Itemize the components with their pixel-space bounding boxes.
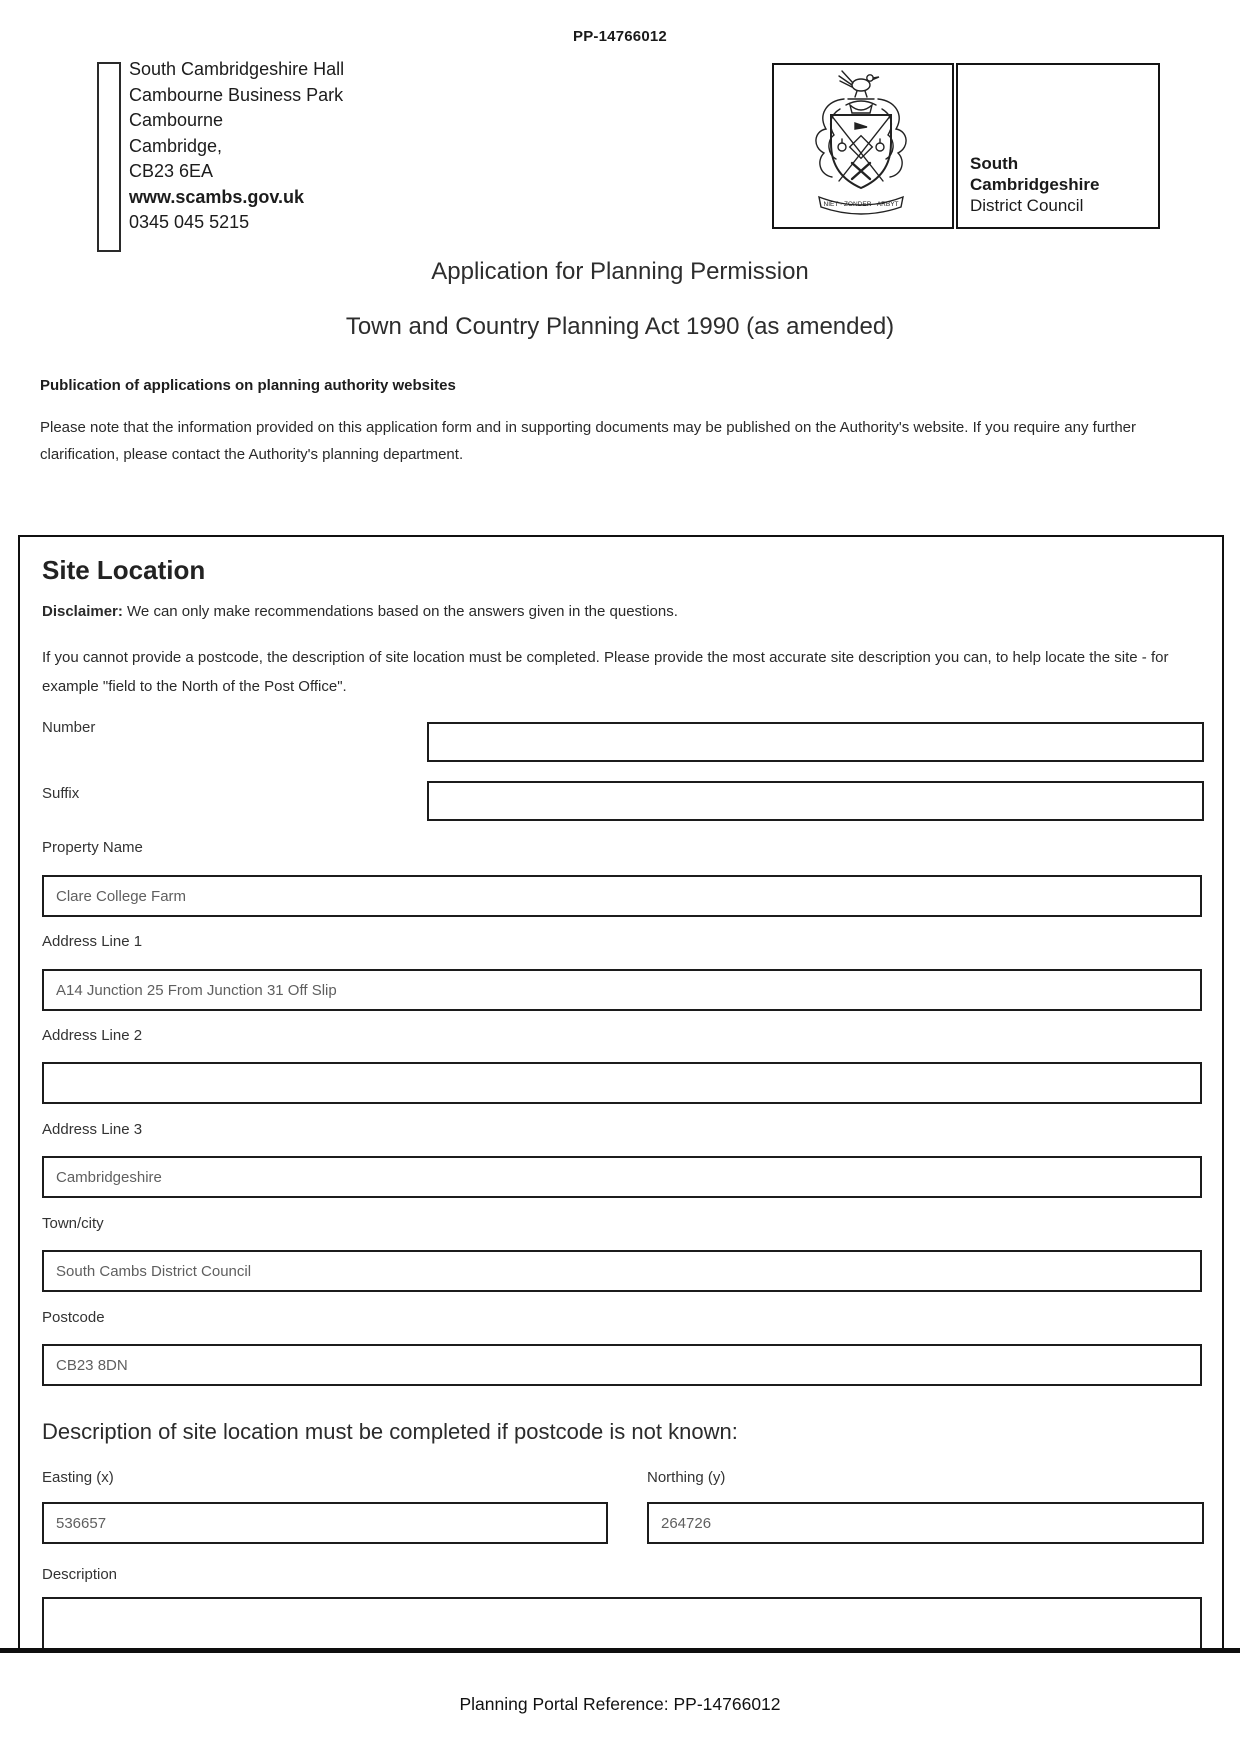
address-line: South Cambridgeshire Hall <box>129 59 345 79</box>
description-label: Description <box>42 1566 118 1583</box>
suffix-input[interactable] <box>427 781 1204 821</box>
property-name-label: Property Name <box>42 839 143 856</box>
address-line-1-input[interactable] <box>42 969 1202 1011</box>
disclaimer-label: Disclaimer: <box>42 603 123 620</box>
address-line-2-input[interactable] <box>42 1062 1202 1104</box>
council-name-line: District Council <box>970 196 1084 215</box>
property-name-input[interactable] <box>42 875 1202 917</box>
council-phone-number: 0345 045 5215 <box>129 212 250 232</box>
easting-input[interactable] <box>42 1502 608 1544</box>
document-reference: PP-14766012 <box>573 28 667 45</box>
publication-body: Please note that the information provided on this application form and in supporting documents may be published on the Authority's website. If you require any further clarification, please contact the Authority's planning department. <box>40 419 1137 463</box>
page-divider <box>0 1648 1240 1653</box>
postcode-input[interactable] <box>42 1344 1202 1386</box>
address-line-3-label: Address Line 3 <box>42 1121 143 1138</box>
document-subtitle: Town and Country Planning Act 1990 (as amended) <box>345 313 895 340</box>
letterhead-margin-rect <box>97 62 121 252</box>
address-line-3-input[interactable] <box>42 1156 1202 1198</box>
publication-heading: Publication of applications on planning authority websites <box>40 377 456 394</box>
council-motto: NIET · ZONDER · ARBYT <box>823 201 899 208</box>
council-name-logo <box>956 63 1160 229</box>
disclaimer-body: We can only make recommendations based on the answers given in the questions. <box>122 603 678 620</box>
description-section-heading: Description of site location must be completed if postcode is not known: <box>42 1419 738 1444</box>
address-line: Cambourne Business Park <box>129 84 344 105</box>
coat-of-arms-icon <box>774 65 948 223</box>
site-location-section <box>18 535 1224 1652</box>
address-line-1-label: Address Line 1 <box>42 933 143 950</box>
document-title: Application for Planning Permission <box>431 258 809 285</box>
number-input[interactable] <box>427 722 1204 762</box>
site-location-instructions: If you cannot provide a postcode, the description of site location must be completed. Please provide the most accurate site description you can, to help locate the site - for example "field to the North of the Post Office". <box>42 649 1169 695</box>
footer-reference: Planning Portal Reference: PP-14766012 <box>459 1694 781 1714</box>
town-city-input[interactable] <box>42 1250 1202 1292</box>
address-line: Cambridge, <box>129 135 223 156</box>
council-name-line: South <box>970 154 1019 173</box>
northing-input[interactable] <box>647 1502 1204 1544</box>
council-website-link[interactable]: www.scambs.gov.uk <box>129 186 305 207</box>
number-label: Number <box>42 719 96 736</box>
address-line-2-label: Address Line 2 <box>42 1027 143 1044</box>
council-crest-logo <box>772 63 954 229</box>
council-address-block <box>129 57 344 236</box>
disclaimer-text <box>42 603 678 620</box>
council-name-line: Cambridgeshire <box>970 175 1100 194</box>
postcode-label: Postcode <box>42 1309 105 1326</box>
suffix-label: Suffix <box>42 785 80 802</box>
northing-label: Northing (y) <box>647 1469 726 1486</box>
description-input[interactable] <box>42 1597 1202 1650</box>
town-city-label: Town/city <box>42 1215 104 1232</box>
easting-label: Easting (x) <box>42 1469 114 1486</box>
section-title: Site Location <box>42 555 206 585</box>
address-line: CB23 6EA <box>129 161 214 181</box>
address-line: Cambourne <box>129 110 224 130</box>
